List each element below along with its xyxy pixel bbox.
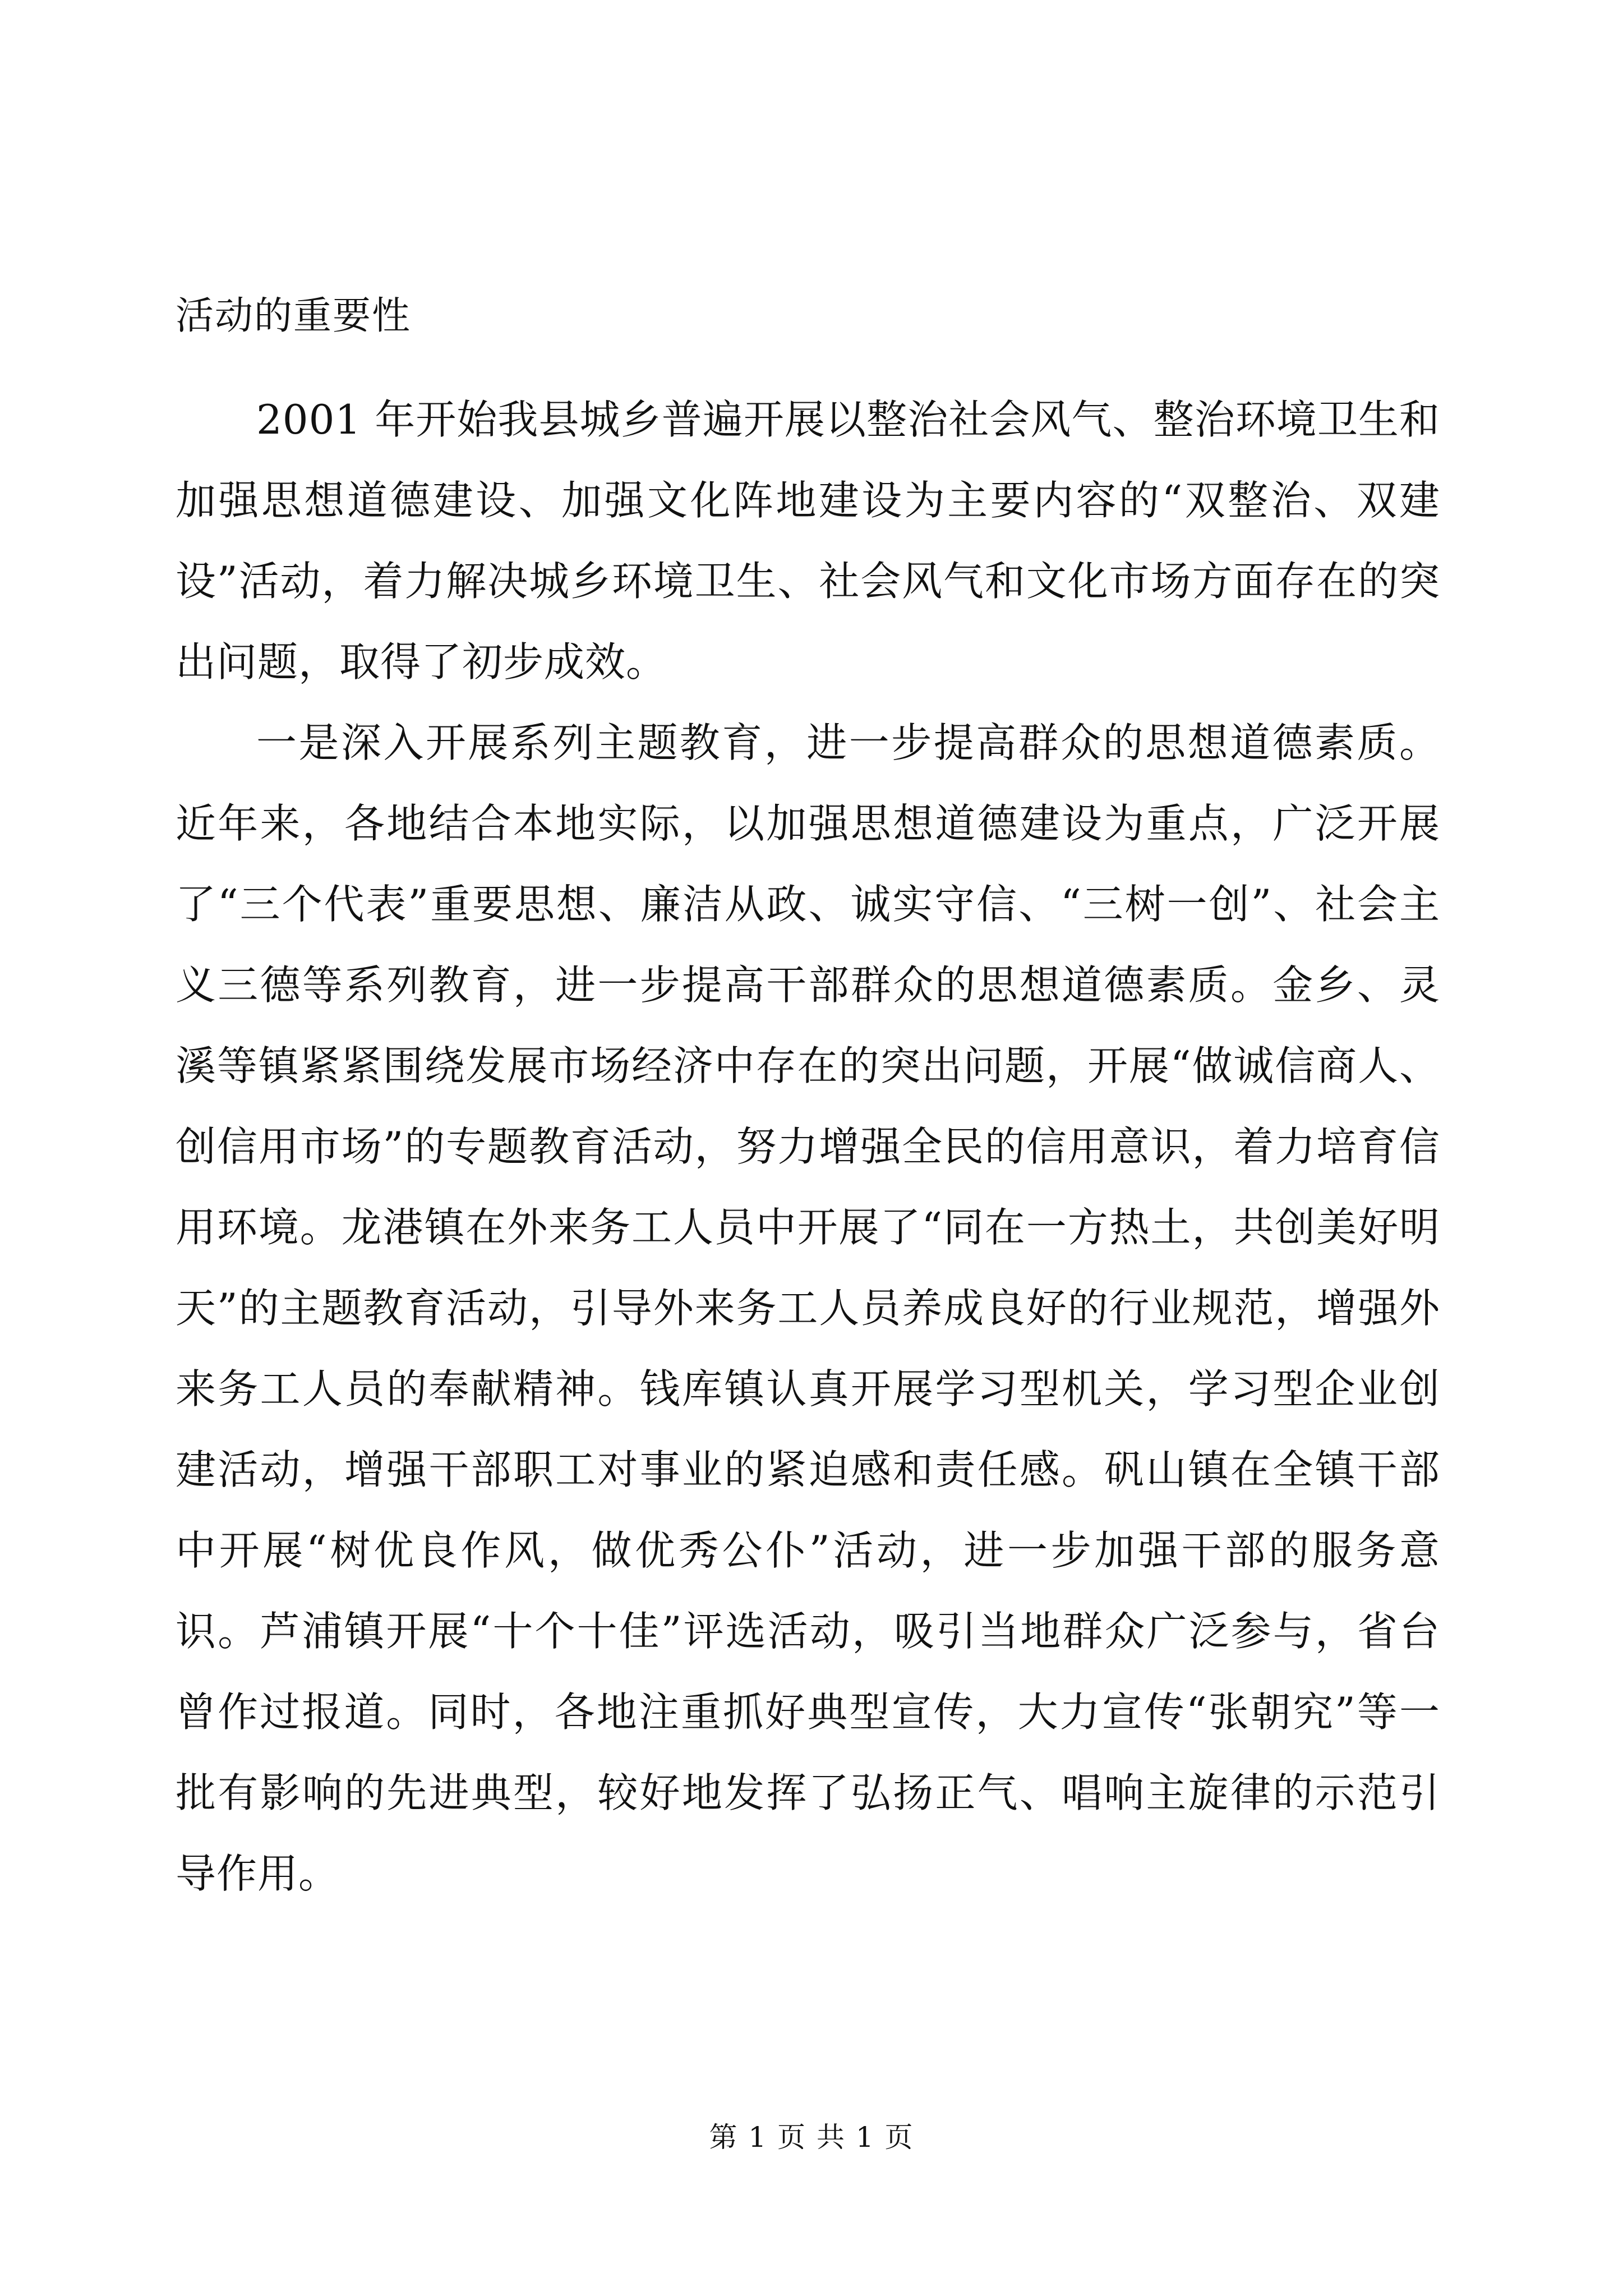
section-heading: 活动的重要性 bbox=[176, 294, 412, 338]
document-body bbox=[176, 294, 1440, 1914]
page-number-footer: 第 1 页 共 1 页 bbox=[709, 2121, 914, 2154]
paragraph: 一是深入开展系列主题教育，进一步提高群众的思想道德素质。近年来，各地结合本地实际，以加强思想道德建设为重点，广泛开展了“三个代表”重要思想、廉洁从政、诚实守信、“三树一创”、社会主义三德等系列教育，进一步提高干部群众的思想道德素质。金乡、灵溪等镇紧紧围绕发展市场经济中存在的突出问题，开展“做诚信商人、创信用市场”的专题教育活动，努力增强全民的信用意识，着力培育信用环境。龙港镇在外来务工人员中开展了“同在一方热土，共创美好明天”的主题教育活动，引导外来务工人员养成良好的行业规范，增强外来务工人员的奉献精神。钱库镇认真开展学习型机关，学习型企业创建活动，增强干部职工对事业的紧迫感和责任感。矾山镇在全镇干部中开展“树优良作风，做优秀公仆”活动，进一步加强干部的服务意识。芦浦镇开展“十个十佳”评选活动，吸引当地群众广泛参与，省台曾作过报道。同时，各地注重抓好典型宣传，大力宣传“张朝究”等一批有影响的先进典型，较好地发挥了弘扬正气、唱响主旋律的示范引导作用。 bbox=[176, 719, 1440, 1897]
paragraph: 2001 年开始我县城乡普遍开展以整治社会风气、整治环境卫生和加强思想道德建设、加强文化阵地建设为主要内容的“双整治、双建设”活动，着力解决城乡环境卫生、社会风气和文化市场方面存在的突出问题，取得了初步成效。 bbox=[176, 396, 1440, 685]
